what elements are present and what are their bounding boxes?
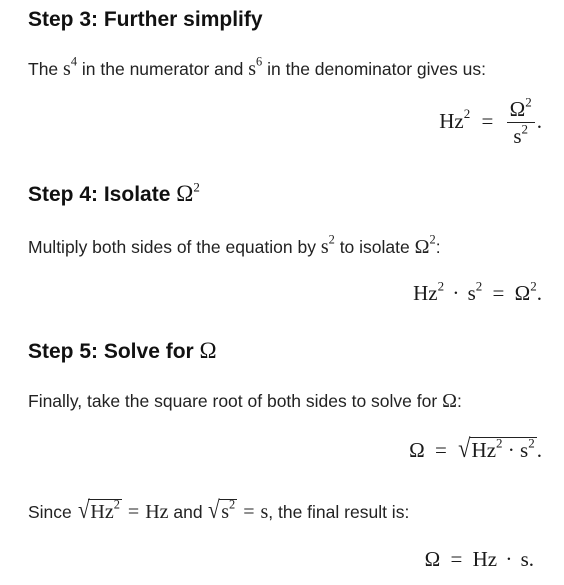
eq5-sqrt — [457, 436, 537, 463]
step3-text-pre: The — [28, 59, 64, 79]
step4-s-exp: 2 — [328, 232, 335, 247]
eq3-num-sym: Ω — [509, 97, 526, 121]
since-res2: s — [260, 501, 269, 523]
step5-heading — [28, 338, 217, 364]
step5-title: Step 5: Solve for — [28, 340, 200, 363]
step4-text-end: : — [435, 237, 441, 257]
step5-text-pre: Finally, take the square root of both sides to solve for — [28, 391, 443, 411]
final-lhs: Ω — [424, 547, 441, 571]
step4-s-base: s — [320, 236, 329, 258]
eq4-dot: · — [452, 281, 460, 305]
step4-title-omega: Ω — [176, 181, 194, 206]
since-eq2: = — [243, 501, 255, 523]
eq4-hz: Hz — [413, 281, 438, 305]
step3-paragraph — [28, 54, 486, 81]
since-and: and — [168, 502, 208, 522]
since-eq1: = — [127, 501, 140, 523]
eq3-lhs: Hz — [439, 108, 464, 133]
eq4-rhs: Ω — [514, 281, 531, 305]
eq3-lhs-exp: 2 — [463, 106, 471, 122]
step5-omega: Ω — [442, 390, 457, 412]
final-hz: Hz — [472, 547, 498, 571]
step5-equation — [409, 436, 542, 463]
step3-s4-base: s — [63, 58, 71, 80]
since-post: , the final result is: — [268, 502, 410, 522]
eq5-equals: = — [435, 438, 447, 462]
step4-title: Step 4: Isolate — [28, 183, 177, 206]
eq4-s: s — [467, 281, 476, 305]
eq3-fraction — [507, 94, 535, 149]
final-period: . — [528, 547, 534, 571]
step5-text-end: : — [456, 391, 462, 411]
step3-s6-exp: 6 — [256, 54, 263, 69]
eq3-numerator — [507, 94, 535, 123]
eq5-radicand — [470, 437, 537, 463]
since-res1: Hz — [145, 501, 169, 523]
final-equals: = — [450, 547, 463, 571]
since-rad1-exp: 2 — [113, 497, 120, 512]
step3-s6-base: s — [248, 58, 257, 80]
since-radical-2: √ — [208, 497, 221, 524]
eq4-s-exp: 2 — [475, 278, 483, 294]
eq4-hz-exp: 2 — [437, 278, 445, 294]
since-sqrt-s2 — [207, 498, 237, 524]
eq5-radical-sign: √ — [458, 434, 471, 463]
eq5-dot: · — [507, 438, 515, 462]
final-dot: · — [505, 547, 513, 571]
step3-text-post: in the denominator gives us: — [262, 59, 486, 79]
step4-heading — [28, 181, 200, 207]
step4-title-exp: 2 — [193, 179, 200, 195]
step4-omega2 — [414, 232, 436, 258]
eq4-equals: = — [492, 281, 505, 305]
eq5-s-exp: 2 — [528, 435, 535, 451]
step3-heading — [28, 8, 263, 32]
since-rad1: Hz — [90, 501, 114, 523]
step5-title-omega: Ω — [199, 338, 217, 363]
since-rad2-exp: 2 — [228, 497, 236, 512]
step4-equation — [413, 278, 542, 306]
step3-text-mid: in the numerator and — [77, 59, 249, 79]
step3-equation — [439, 94, 542, 149]
step4-paragraph — [28, 232, 441, 259]
since-radicand-2 — [219, 499, 237, 524]
step4-text-pre: Multiply both sides of the equation by — [28, 237, 321, 257]
eq5-period: . — [536, 438, 542, 462]
eq5-hz: Hz — [471, 438, 497, 462]
step3-s4-exp: 4 — [70, 54, 78, 69]
eq3-equals: = — [481, 108, 494, 133]
eq3-den-sym: s — [513, 124, 522, 149]
final-s: s — [520, 547, 529, 571]
step3-s6 — [248, 54, 263, 80]
eq3-period: . — [536, 108, 542, 133]
since-radicand-1 — [88, 499, 122, 524]
since-rad2: s — [221, 501, 229, 523]
eq4-period: . — [536, 281, 542, 305]
step4-omega-exp: 2 — [429, 232, 436, 247]
final-equation — [425, 547, 534, 572]
step3-s4 — [63, 54, 78, 80]
step4-text-mid: to isolate — [334, 237, 415, 257]
eq3-denominator — [507, 123, 535, 148]
step4-s2 — [320, 232, 335, 258]
since-pre: Since — [28, 502, 77, 522]
step5-since-paragraph — [28, 498, 409, 524]
eq5-s: s — [520, 438, 529, 462]
eq3-den-exp: 2 — [521, 121, 529, 137]
eq4-rhs-exp: 2 — [530, 278, 537, 294]
eq3-num-exp: 2 — [525, 94, 532, 110]
step5-paragraph — [28, 390, 462, 413]
eq5-hz-exp: 2 — [496, 435, 503, 451]
since-sqrt-hz2 — [77, 498, 122, 524]
step4-omega: Ω — [414, 236, 430, 258]
since-radical-1: √ — [77, 497, 90, 524]
step3-title: Step 3: Further simplify — [28, 8, 263, 31]
eq5-lhs: Ω — [409, 438, 425, 462]
